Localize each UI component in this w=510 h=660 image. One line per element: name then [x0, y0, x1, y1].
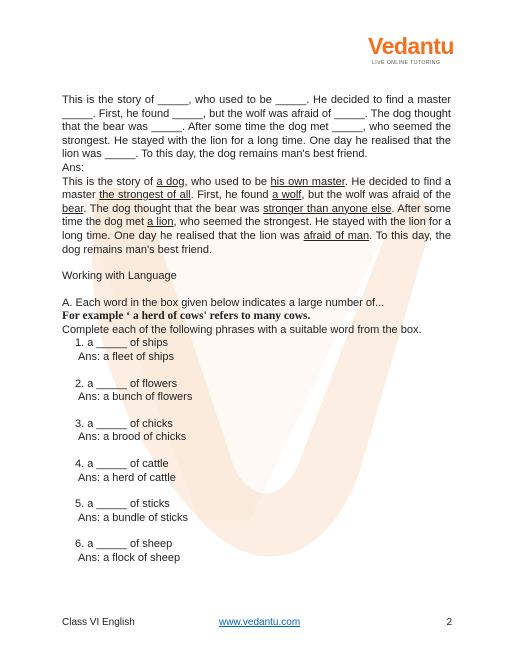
- section-example: For example ‘ a herd of cows' refers to many cows.: [62, 310, 311, 323]
- list-item: [62, 498, 451, 525]
- section-heading: Working with Language: [62, 270, 177, 283]
- list-item: [62, 378, 451, 405]
- item-question: 5. a _____ of sticks: [75, 498, 170, 511]
- list-item: [62, 458, 451, 485]
- item-answer: Ans: a bunch of flowers: [78, 391, 193, 404]
- logo-wordmark: Vedantu: [368, 33, 454, 59]
- item-answer: Ans: a bundle of sticks: [78, 511, 189, 524]
- exercise-answer: This is the story of a dog, who used to be his own master. He decided to find a master the strongest of all. First, he found a wolf, but the wolf was afraid of the bear. The dog thought that the bear was stronger than anyone else. After some time the dog met a lion, who seemed the strongest. He stayed with the lion for a long time. One day he realised that the lion was afraid of man. To this day, the dog remains man's best friend.: [62, 175, 452, 256]
- footer-website-link[interactable]: www.vedantu.com: [219, 617, 301, 628]
- footer-class-label: Class VI English: [62, 617, 135, 628]
- page-number: 2: [446, 617, 452, 628]
- exercise-question: This is the story of _____, who used to be _____. He decided to find a master _____. First, he found _____, but the wolf was afraid of _____. The dog thought that the bear was _____. After some time the dog met _____, who seemed the strongest. He stayed with the lion for a long time. One day he realised that the lion was _____. To this day, the dog remains man's best friend.: [62, 94, 451, 161]
- item-question: 4. a _____ of cattle: [75, 457, 169, 470]
- list-item: [62, 538, 451, 565]
- section-instruction: A. Each word in the box given below indicates a large number of...: [62, 296, 385, 309]
- page-content: [62, 94, 451, 566]
- vedantu-logo: [368, 34, 460, 76]
- list-item: [62, 418, 451, 445]
- logo-tagline: LIVE ONLINE TUTORING: [372, 60, 441, 66]
- item-question: 1. a _____ of ships: [75, 337, 168, 350]
- item-question: 2. a _____ of flowers: [75, 377, 178, 390]
- item-question: 3. a _____ of chicks: [75, 417, 173, 430]
- item-answer: Ans: a brood of chicks: [78, 431, 187, 444]
- ans-label: Ans:: [62, 161, 85, 174]
- item-answer: Ans: a fleet of ships: [78, 351, 174, 363]
- item-question: 6. a _____ of sheep: [75, 538, 173, 551]
- item-answer: Ans: a herd of cattle: [78, 471, 176, 484]
- item-answer: Ans: a flock of sheep: [78, 551, 181, 564]
- list-item: [62, 337, 451, 364]
- section-task: Complete each of the following phrases with a suitable word from the box.: [62, 323, 422, 336]
